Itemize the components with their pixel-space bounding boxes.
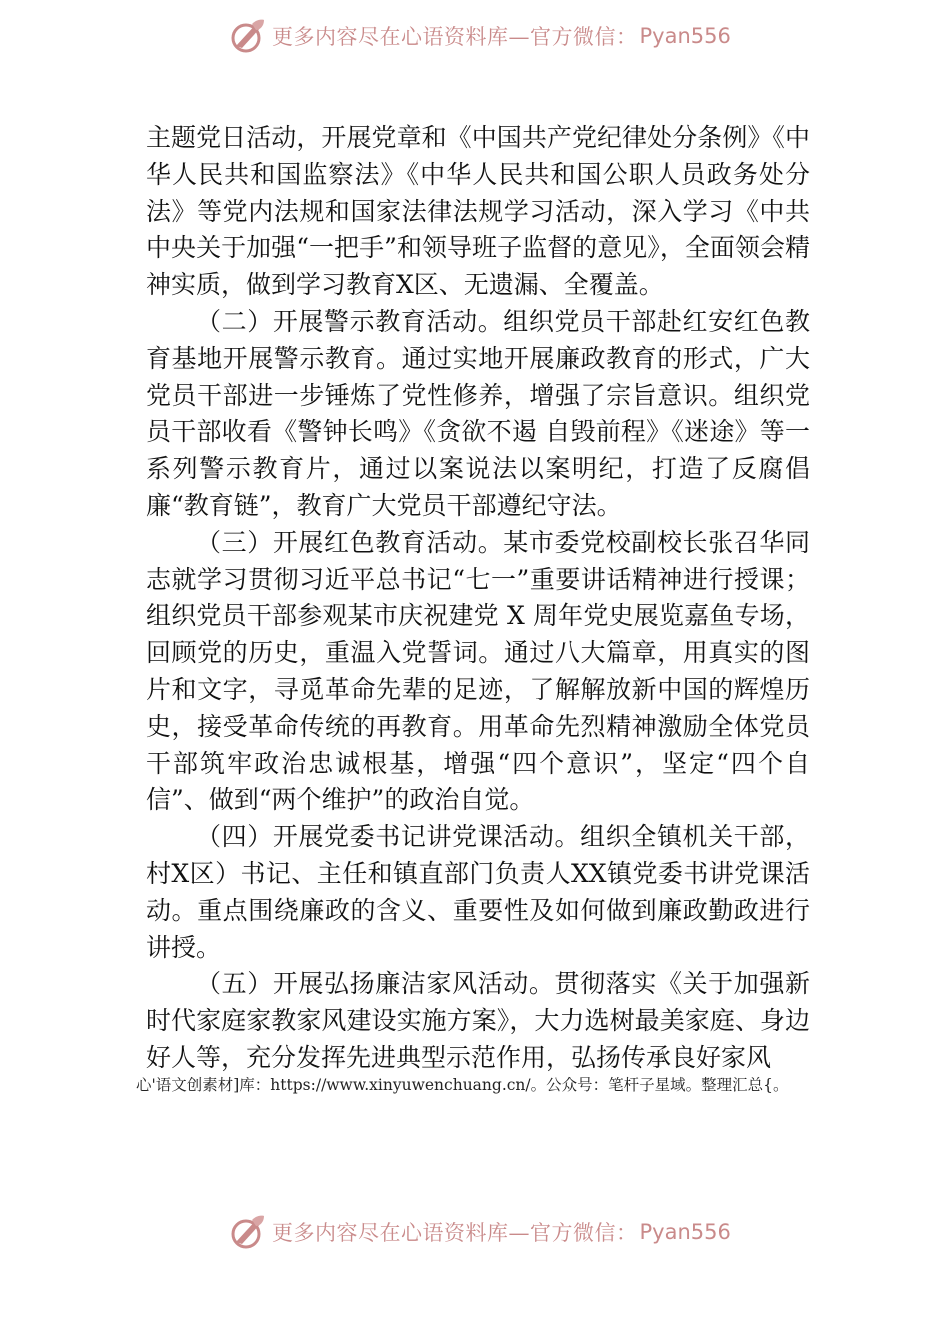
quill-logo-icon (228, 1212, 268, 1252)
paragraph-1: 主题党日活动，开展党章和《中国共产党纪律处分条例》《中华人民共和国监察法》《中华人民共和国公职人员政务处分法》等党内法规和国家法律法规学习活动，深入学习《中共中央关于加强“一把手”和领导班子监督的意见》，全面领会精神实质，做到学习教育X区、无遗漏、全覆盖。 (146, 123, 810, 300)
footer-wechat-id: Pyan556 (639, 1220, 731, 1244)
source-note: 心'语文创素材]库：https://www.xinyuwenchuang.cn/。公众号：笔杆子星域。整理汇总{。 (136, 1076, 789, 1094)
footer-banner (228, 1208, 731, 1256)
footer-banner-text: 更多内容尽在心语资料库—官方微信： (272, 1221, 638, 1245)
header-banner-text: 更多内容尽在心语资料库—官方微信： (272, 25, 638, 49)
document-body (146, 120, 810, 1077)
paragraph-5: （五）开展弘扬廉洁家风活动。贯彻落实《关于加强新时代家庭家教家风建设实施方案》，大力选树最美家庭、身边好人等，充分发挥先进典型示范作用，弘扬传承良好家风 (146, 969, 810, 1072)
quill-logo-icon (228, 16, 268, 56)
header-banner (228, 12, 731, 60)
header-wechat-id: Pyan556 (639, 24, 731, 48)
paragraph-4: （四）开展党委书记讲党课活动。组织全镇机关干部，村X区）书记、主任和镇直部门负责人XX镇党委书讲党课活动。重点围绕廉政的含义、重要性及如何做到廉政勤政进行讲授。 (146, 822, 810, 962)
paragraph-3: （三）开展红色教育活动。某市委党校副校长张召华同志就学习贯彻习近平总书记“七一”重要讲话精神进行授课；组织党员干部参观某市庆祝建党 X 周年党史展览嘉鱼专场，回顾党的历史，重温入党誓词。通过八大篇章，用真实的图片和文字，寻觅革命先辈的足迹，了解解放新中国的辉煌历史，接受革命传统的再教育。用革命先烈精神激励全体党员干部筑牢政治忠诚根基，增强“四个意识”，坚定“四个自信”、做到“两个维护”的政治自觉。 (146, 527, 810, 815)
paragraph-2: （二）开展警示教育活动。组织党员干部赴红安红色教育基地开展警示教育。通过实地开展廉政教育的形式，广大党员干部进一步锤炼了党性修养，增强了宗旨意识。组织党员干部收看《警钟长鸣》《贪欲不遏 自毁前程》《迷途》等一系列警示教育片，通过以案说法以案明纪，打造了反腐倡廉“教育链”，教育广大党员干部遵纪守法。 (146, 306, 810, 520)
